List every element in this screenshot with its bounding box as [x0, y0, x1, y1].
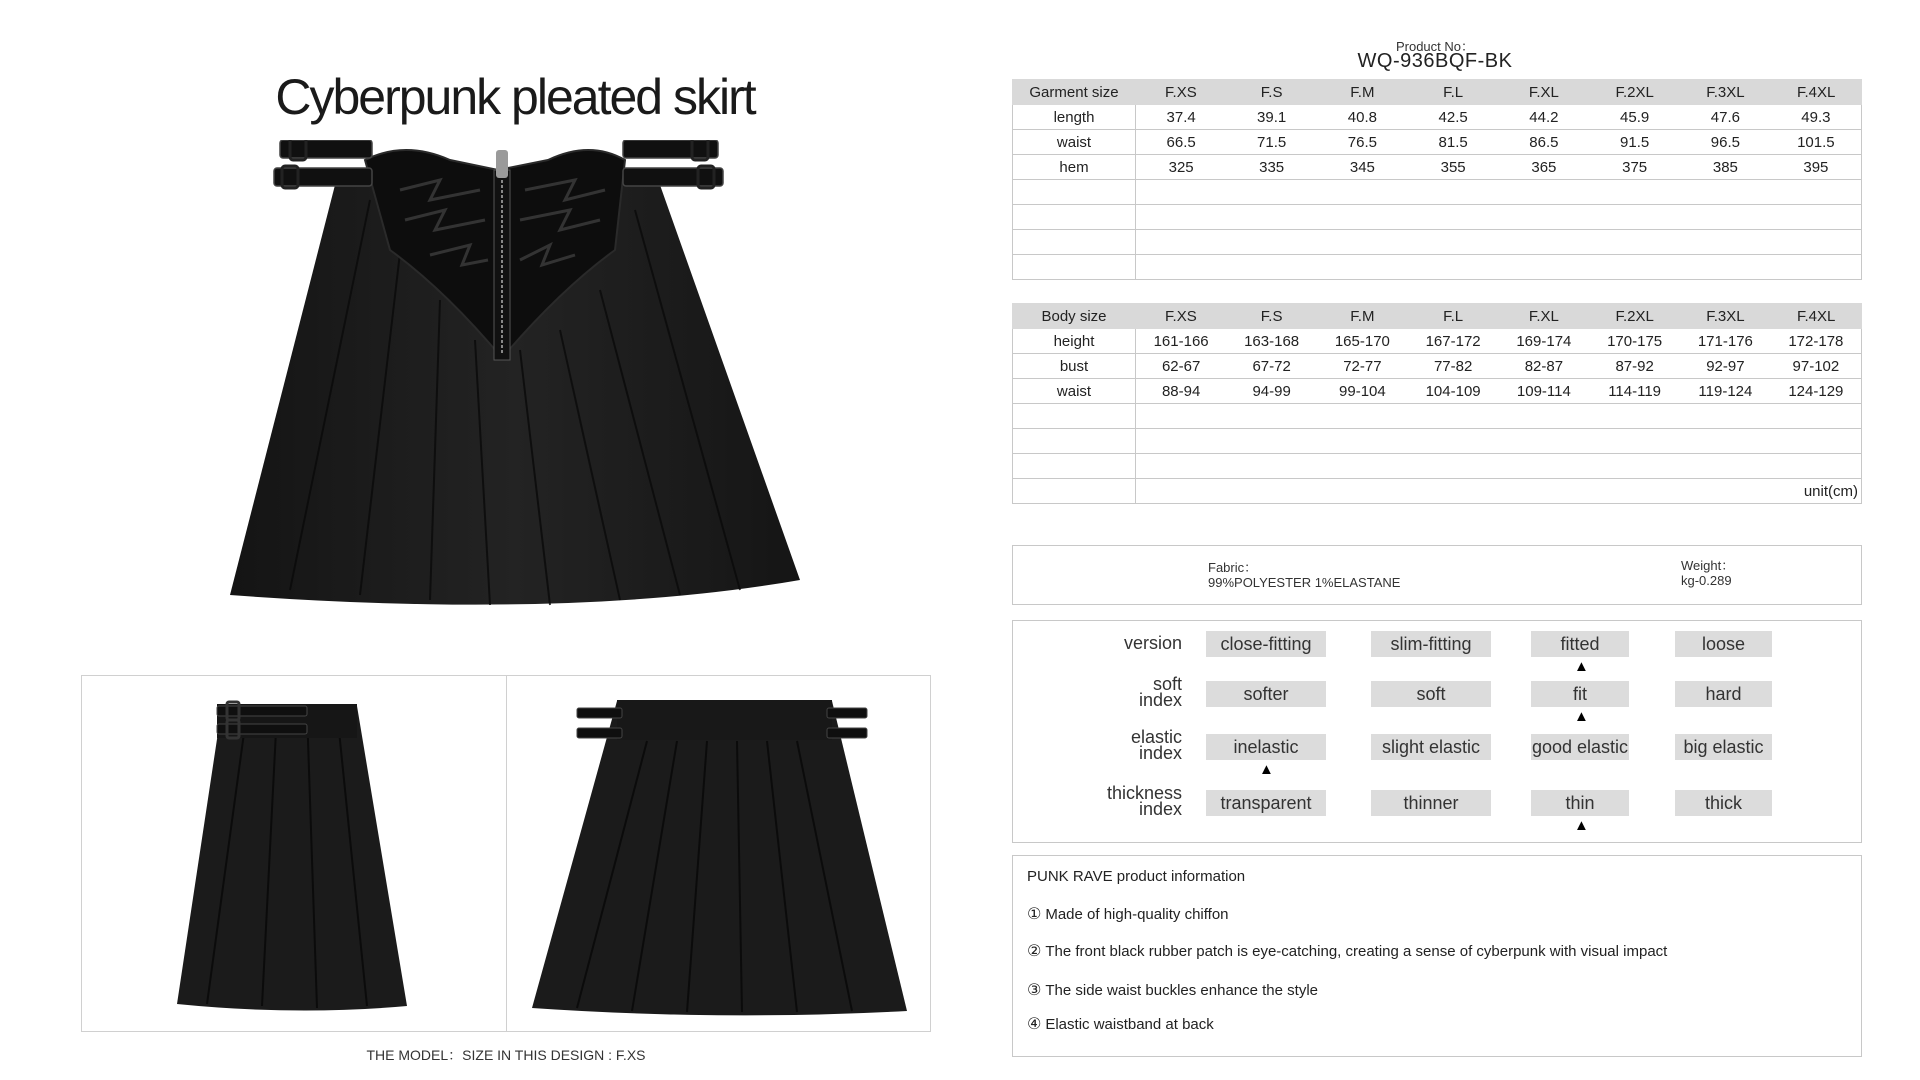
table-cell: 47.6 — [1680, 105, 1771, 130]
table-cell: waist — [1013, 130, 1136, 155]
table-cell: 66.5 — [1136, 130, 1227, 155]
table-cell — [1013, 180, 1136, 205]
index-label-line: thickness — [1106, 783, 1182, 803]
table-cell: 37.4 — [1136, 105, 1227, 130]
table-blank-row — [1013, 404, 1862, 429]
table-header-cell: F.XL — [1499, 304, 1590, 329]
table-header-row — [1013, 80, 1862, 105]
table-blank-row — [1013, 205, 1862, 230]
index-option: fit — [1531, 681, 1629, 707]
table-cell — [1013, 404, 1136, 429]
table-cell: waist — [1013, 379, 1136, 404]
fabric-panel — [1012, 545, 1862, 605]
table-cell: 92-97 — [1680, 354, 1771, 379]
index-label-thickness — [1022, 785, 1182, 817]
table-cell: 62-67 — [1136, 354, 1227, 379]
info-item — [1027, 1014, 1214, 1034]
table-header-cell: F.2XL — [1589, 80, 1680, 105]
table-header-cell: F.2XL — [1589, 304, 1680, 329]
body-size-table — [1012, 303, 1862, 504]
thumbnail-panel — [81, 675, 931, 1032]
table-cell: 86.5 — [1499, 130, 1590, 155]
table-header-cell: F.3XL — [1680, 304, 1771, 329]
model-size-note: THE MODEL：SIZE IN THIS DESIGN : F.XS — [366, 1047, 646, 1063]
table-header-cell: F.4XL — [1771, 80, 1862, 105]
product-number: WQ-936BQF-BK — [1357, 50, 1513, 72]
index-option: fitted — [1531, 631, 1629, 657]
table-cell: length — [1013, 105, 1136, 130]
index-option: softer — [1206, 681, 1326, 707]
table-blank-row — [1013, 230, 1862, 255]
selected-triangle-icon: ▲ — [1574, 817, 1589, 834]
table-blank-row — [1013, 454, 1862, 479]
table-header-cell: F.L — [1408, 80, 1499, 105]
table-cell: 167-172 — [1408, 329, 1499, 354]
table-cell: height — [1013, 329, 1136, 354]
table-cell: 67-72 — [1226, 354, 1317, 379]
info-item-text: Made of high-quality chiffon — [1045, 906, 1229, 923]
table-cell: 169-174 — [1499, 329, 1590, 354]
index-label-line: index — [1138, 799, 1182, 819]
fabric-label: Fabric： — [1208, 560, 1258, 575]
table-cell: 71.5 — [1226, 130, 1317, 155]
index-label-line: index — [1138, 743, 1182, 763]
table-cell: 91.5 — [1589, 130, 1680, 155]
table-cell: 39.1 — [1226, 105, 1317, 130]
info-item-number: ④ — [1027, 1016, 1042, 1033]
table-cell: 87-92 — [1589, 354, 1680, 379]
table-cell: 124-129 — [1771, 379, 1862, 404]
table-cell: 88-94 — [1136, 379, 1227, 404]
table-cell: 99-104 — [1317, 379, 1408, 404]
table-header-row — [1013, 304, 1862, 329]
index-label-line: elastic — [1130, 727, 1182, 747]
table-cell: 96.5 — [1680, 130, 1771, 155]
index-option: thin — [1531, 790, 1629, 816]
table-header-cell: F.S — [1226, 304, 1317, 329]
table-cell: 49.3 — [1771, 105, 1862, 130]
table-cell — [1013, 479, 1136, 504]
garment-size-table — [1012, 79, 1862, 280]
index-label-soft — [1022, 676, 1182, 708]
table-row — [1013, 130, 1862, 155]
table-cell: 385 — [1680, 155, 1771, 180]
info-item — [1027, 941, 1667, 961]
table-cell — [1136, 205, 1862, 230]
info-item-number: ② — [1027, 943, 1042, 960]
table-cell — [1136, 230, 1862, 255]
table-row — [1013, 155, 1862, 180]
table-cell: 104-109 — [1408, 379, 1499, 404]
table-cell: 81.5 — [1408, 130, 1499, 155]
index-option: loose — [1675, 631, 1772, 657]
table-cell: 109-114 — [1499, 379, 1590, 404]
unit-label: unit(cm) — [1136, 479, 1862, 504]
table-row — [1013, 105, 1862, 130]
weight-info — [1681, 558, 1734, 588]
table-cell — [1136, 255, 1862, 280]
index-option: slim-fitting — [1371, 631, 1491, 657]
table-cell: 94-99 — [1226, 379, 1317, 404]
table-cell: 375 — [1589, 155, 1680, 180]
table-header-cell: Body size — [1013, 304, 1136, 329]
product-info-panel — [1012, 855, 1862, 1057]
info-item — [1027, 980, 1318, 1000]
skirt-back-image — [522, 686, 922, 1021]
index-option: big elastic — [1675, 734, 1772, 760]
skirt-side-image — [177, 686, 417, 1021]
info-item-text: The side waist buckles enhance the style — [1045, 982, 1318, 999]
table-header-cell: F.XS — [1136, 304, 1227, 329]
table-blank-row — [1013, 255, 1862, 280]
table-cell: 119-124 — [1680, 379, 1771, 404]
table-cell — [1013, 205, 1136, 230]
table-cell — [1136, 429, 1862, 454]
index-label-line: version — [1123, 633, 1182, 653]
table-cell: 395 — [1771, 155, 1862, 180]
table-cell: 170-175 — [1589, 329, 1680, 354]
index-option: thinner — [1371, 790, 1491, 816]
table-cell: hem — [1013, 155, 1136, 180]
table-unit-row — [1013, 479, 1862, 504]
table-cell: 161-166 — [1136, 329, 1227, 354]
index-option: soft — [1371, 681, 1491, 707]
table-cell — [1013, 230, 1136, 255]
table-cell: 44.2 — [1499, 105, 1590, 130]
table-header-cell: F.XL — [1499, 80, 1590, 105]
table-cell — [1136, 404, 1862, 429]
product-number-label: Product No： — [1395, 39, 1475, 54]
table-cell: 72-77 — [1317, 354, 1408, 379]
product-title: Cyberpunk pleated skirt — [275, 69, 755, 125]
table-blank-row — [1013, 429, 1862, 454]
table-header-cell: F.3XL — [1680, 80, 1771, 105]
weight-value: kg-0.289 — [1681, 573, 1732, 588]
table-header-cell: F.L — [1408, 304, 1499, 329]
index-label-elastic — [1022, 729, 1182, 761]
thumbnail-divider — [506, 676, 507, 1031]
table-cell: 325 — [1136, 155, 1227, 180]
table-cell: 42.5 — [1408, 105, 1499, 130]
table-cell — [1013, 429, 1136, 454]
index-option: close-fitting — [1206, 631, 1326, 657]
table-cell: 335 — [1226, 155, 1317, 180]
info-item-text: Elastic waistband at back — [1045, 1016, 1214, 1033]
skirt-front-image — [230, 140, 810, 640]
info-item — [1027, 904, 1229, 924]
info-item-text: The front black rubber patch is eye-catching, creating a sense of cyberpunk with visual impact — [1045, 943, 1668, 960]
table-cell: 163-168 — [1226, 329, 1317, 354]
table-header-cell: F.M — [1317, 304, 1408, 329]
index-option: hard — [1675, 681, 1772, 707]
index-option: inelastic — [1206, 734, 1326, 760]
table-row — [1013, 354, 1862, 379]
table-header-cell: F.M — [1317, 80, 1408, 105]
fabric-value: 99%POLYESTER 1%ELASTANE — [1208, 575, 1401, 590]
table-cell: 40.8 — [1317, 105, 1408, 130]
info-item-number: ① — [1027, 906, 1042, 923]
table-cell: 165-170 — [1317, 329, 1408, 354]
index-option: thick — [1675, 790, 1772, 816]
table-cell: 76.5 — [1317, 130, 1408, 155]
table-cell: 114-119 — [1589, 379, 1680, 404]
table-cell: 97-102 — [1771, 354, 1862, 379]
fabric-info — [1208, 560, 1400, 590]
table-cell — [1136, 454, 1862, 479]
table-header-cell: F.S — [1226, 80, 1317, 105]
selected-triangle-icon: ▲ — [1574, 658, 1589, 675]
index-panel — [1012, 620, 1862, 843]
table-header-cell: F.XS — [1136, 80, 1227, 105]
table-cell: 345 — [1317, 155, 1408, 180]
weight-label: Weight： — [1681, 558, 1735, 573]
table-cell: 355 — [1408, 155, 1499, 180]
table-cell: bust — [1013, 354, 1136, 379]
info-item-number: ③ — [1027, 982, 1042, 999]
table-cell: 45.9 — [1589, 105, 1680, 130]
index-option: good elastic — [1531, 734, 1629, 760]
table-cell — [1136, 180, 1862, 205]
index-option: slight elastic — [1371, 734, 1491, 760]
table-cell: 82-87 — [1499, 354, 1590, 379]
index-label-line: soft — [1152, 674, 1182, 694]
table-header-cell: F.4XL — [1771, 304, 1862, 329]
table-header-cell: Garment size — [1013, 80, 1136, 105]
index-option: transparent — [1206, 790, 1326, 816]
table-cell: 77-82 — [1408, 354, 1499, 379]
table-cell — [1013, 255, 1136, 280]
index-label-version — [1022, 635, 1182, 651]
table-cell: 171-176 — [1680, 329, 1771, 354]
table-cell: 101.5 — [1771, 130, 1862, 155]
index-label-line: index — [1138, 690, 1182, 710]
table-row — [1013, 329, 1862, 354]
selected-triangle-icon: ▲ — [1259, 761, 1274, 778]
table-cell: 172-178 — [1771, 329, 1862, 354]
table-cell: 365 — [1499, 155, 1590, 180]
table-row — [1013, 379, 1862, 404]
table-blank-row — [1013, 180, 1862, 205]
selected-triangle-icon: ▲ — [1574, 708, 1589, 725]
table-cell — [1013, 454, 1136, 479]
info-title: PUNK RAVE product information — [1027, 868, 1246, 885]
